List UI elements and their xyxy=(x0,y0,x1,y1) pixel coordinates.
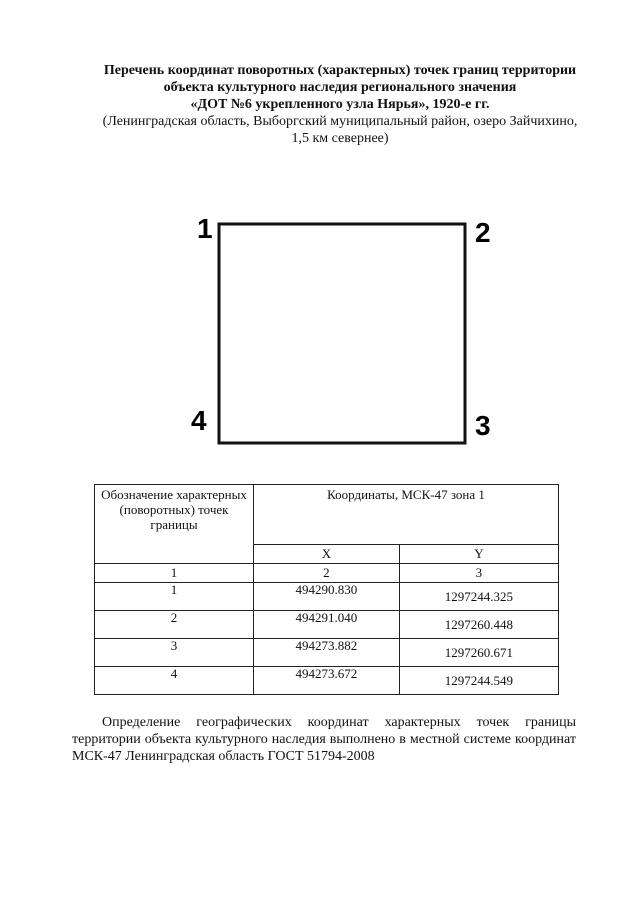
header-y-cell: Y xyxy=(399,545,558,564)
footer-note: Определение географических координат характерных точек границы территории объекта культурного наследия выполнено в местной системе координат МСК-47 Ленинградская область ГОСТ 51794-2008 xyxy=(72,715,576,764)
title-line-5: 1,5 км севернее) xyxy=(291,131,389,146)
point-cell: 1 xyxy=(95,583,254,611)
coordinates-table xyxy=(94,484,559,695)
corner-label-1: 1 xyxy=(197,213,213,244)
corner-label-4: 4 xyxy=(191,405,207,436)
boundary-rectangle xyxy=(219,224,465,443)
point-cell: 4 xyxy=(95,667,254,695)
point-cell: 3 xyxy=(95,639,254,667)
x-cell: 494273.672 xyxy=(254,667,400,695)
table-row xyxy=(95,667,559,695)
header-point-cell: Обозначение характерных (поворотных) точек границы xyxy=(95,485,254,564)
column-number-cell: 1 xyxy=(95,564,254,583)
table-row xyxy=(95,611,559,639)
title-line-2: объекта культурного наследия регионального значения xyxy=(163,80,517,95)
boundary-diagram xyxy=(185,200,505,460)
y-cell: 1297260.671 xyxy=(399,639,558,667)
column-number-cell: 3 xyxy=(399,564,558,583)
column-number-cell: 2 xyxy=(254,564,400,583)
table-column-number-row xyxy=(95,564,559,583)
document-title xyxy=(60,62,620,147)
table-row xyxy=(95,639,559,667)
y-cell: 1297244.549 xyxy=(399,667,558,695)
x-cell: 494273.882 xyxy=(254,639,400,667)
corner-label-3: 3 xyxy=(475,410,491,441)
title-line-4: (Ленинградская область, Выборгский муниципальный район, озеро Зайчихино, xyxy=(102,114,578,129)
title-line-3: «ДОТ №6 укрепленного узла Нярья», 1920-е гг. xyxy=(190,97,490,112)
y-cell: 1297260.448 xyxy=(399,611,558,639)
point-cell: 2 xyxy=(95,611,254,639)
header-x-cell: X xyxy=(254,545,400,564)
table-header-row xyxy=(95,485,559,545)
title-line-1: Перечень координат поворотных (характерных) точек границ территории xyxy=(103,63,577,78)
x-cell: 494290.830 xyxy=(254,583,400,611)
header-coords-cell: Координаты, МСК-47 зона 1 xyxy=(254,485,559,545)
corner-label-2: 2 xyxy=(475,217,491,248)
y-cell: 1297244.325 xyxy=(399,583,558,611)
x-cell: 494291.040 xyxy=(254,611,400,639)
table-row xyxy=(95,583,559,611)
